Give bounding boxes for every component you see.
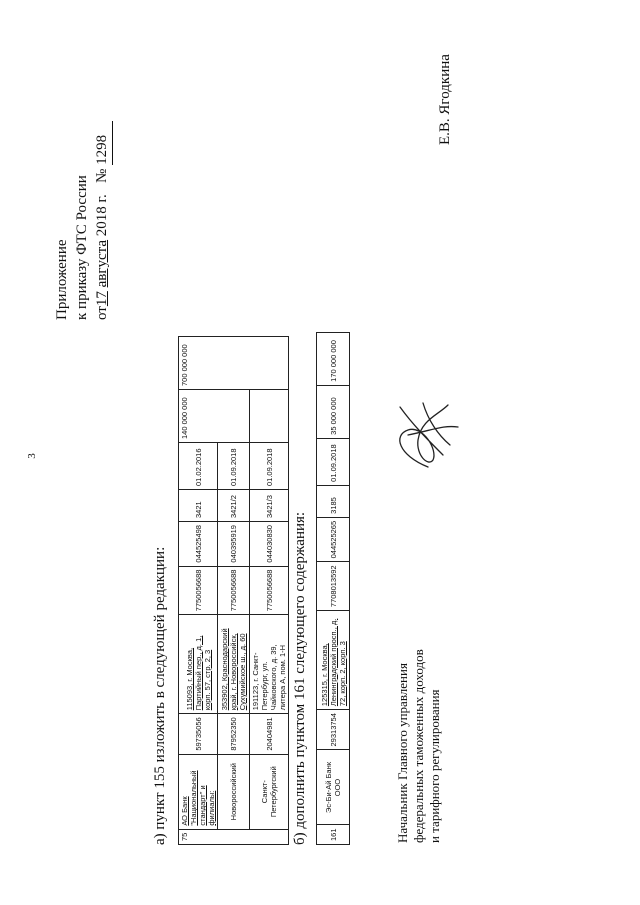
table-row <box>179 337 218 845</box>
section-a-heading: а) пункт 155 изложить в следующей редакции: <box>152 546 168 845</box>
bank-name: АО Банк "Национальный стандарт" и филиалы: <box>179 754 218 829</box>
license: 3421/2 <box>218 490 250 522</box>
signer-title-line: федеральных таможенных доходов <box>411 649 426 843</box>
date-day: 17 <box>94 291 110 307</box>
date: 01.09.2018 <box>218 443 250 490</box>
address: 191123, г. Санкт-Петербург, ул. Чайковского, д. 39, литера А, пом. 1-Н <box>250 615 289 714</box>
bik: 040395919 <box>218 522 250 567</box>
branch-name: Санкт-Петербургский <box>250 754 289 829</box>
sum-2: 170 000 000 <box>317 332 350 385</box>
license: 3421 <box>179 490 218 522</box>
date: 01.09.2018 <box>317 438 350 485</box>
address: 353902, Краснодарский край, г. Новороссийск, Сухумийское ш., д. 60 <box>218 615 250 714</box>
section-b-heading: б) дополнить пунктом 161 следующего содержания: <box>292 511 308 845</box>
sum-1: 35 000 000 <box>317 385 350 438</box>
address: 115093, г. Москва, Партийный пер., д. 1, корп. 57, стр. 2, 3 <box>179 615 218 714</box>
number-label: № <box>94 168 110 183</box>
inn: 7750056688 <box>179 566 218 615</box>
table-section-a <box>178 336 289 845</box>
inn: 7750056688 <box>218 566 250 615</box>
signer-name: Е.В. Ягодкина <box>437 54 453 145</box>
table-section-b <box>316 332 350 845</box>
license: 3185 <box>317 485 350 517</box>
row-number: 161 <box>317 825 350 845</box>
appendix-order: к приказу ФТС России <box>74 175 90 320</box>
table-row <box>317 332 350 844</box>
appendix-header <box>52 121 113 320</box>
signer-title-line: Начальник Главного управления <box>395 663 410 843</box>
inn: 7708013592 <box>317 562 350 611</box>
table-row <box>250 337 289 845</box>
bank-name: Эс-Би-Ай Банк ООО <box>317 750 350 825</box>
appendix-date-line <box>92 121 113 320</box>
date-month: августа <box>94 239 110 288</box>
sum-2: 700 000 000 <box>179 337 289 390</box>
address: 125315, г. Москва, Ленинградский просп., д. 72, корп. 2, корп. 3 <box>317 611 350 710</box>
date-prefix: от <box>94 306 110 320</box>
reg-code: 87952350 <box>218 714 250 754</box>
empty-cell <box>250 390 289 443</box>
date-year: 2018 г. <box>94 194 110 237</box>
reg-code: 29313754 <box>317 710 350 750</box>
signer-title-line: и тарифного регулирования <box>427 689 442 843</box>
branch-name: Новороссийский <box>218 754 250 829</box>
inn: 7750056688 <box>250 566 289 615</box>
order-number: 1298 <box>92 121 113 165</box>
bik: 044525498 <box>179 522 218 567</box>
bik: 044525265 <box>317 517 350 562</box>
sum-1: 140 000 000 <box>179 390 250 443</box>
bik: 044030830 <box>250 522 289 567</box>
reg-code: 59735056 <box>179 714 218 754</box>
signer-title <box>395 649 443 843</box>
signature-image <box>388 395 463 475</box>
row-number: 75 <box>179 829 289 844</box>
page-number: 3 <box>26 453 38 459</box>
date: 01.09.2018 <box>250 443 289 490</box>
appendix-title: Приложение <box>54 239 70 320</box>
reg-code: 20404981 <box>250 714 289 754</box>
license: 3421/3 <box>250 490 289 522</box>
date: 01.02.2016 <box>179 443 218 490</box>
